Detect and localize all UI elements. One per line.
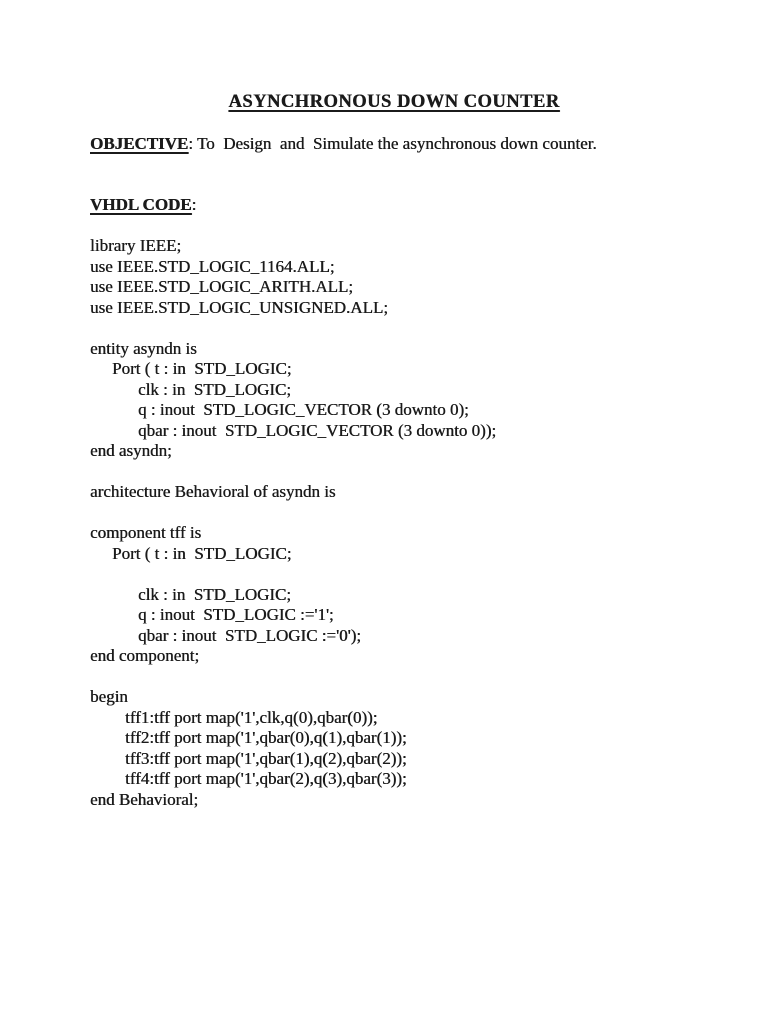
code-line-tff1: tff1:tff port map('1',clk,q(0),qbar(0));	[125, 707, 378, 727]
code-line-begin: begin	[90, 687, 128, 706]
begin-block	[90, 687, 698, 810]
code-line-component-q: q : inout STD_LOGIC :='1';	[138, 605, 334, 624]
code-line-library: library IEEE;	[90, 236, 182, 255]
code-line-component-port: Port ( t : in STD_LOGIC;	[112, 543, 292, 563]
vhdl-code-heading-label: VHDL CODE	[90, 195, 192, 214]
component-block-top	[90, 523, 698, 564]
code-line-entity: entity asyndn is	[90, 338, 197, 358]
architecture-block	[90, 482, 698, 503]
library-block	[90, 236, 698, 318]
objective-label: OBJECTIVE	[90, 133, 189, 153]
code-line-component-qbar: qbar : inout STD_LOGIC :='0');	[138, 625, 362, 645]
code-line-component: component tff is	[90, 523, 202, 542]
page-title-text: ASYNCHRONOUS DOWN COUNTER	[228, 92, 560, 112]
code-line-end-asyndn: end asyndn;	[90, 441, 172, 460]
code-line-use-unsigned: use IEEE.STD_LOGIC_UNSIGNED.ALL;	[90, 297, 388, 317]
code-line-tff4: tff4:tff port map('1',qbar(2),q(3),qbar(3));	[125, 769, 407, 788]
vhdl-code-heading	[90, 195, 698, 216]
code-line-entity-port: Port ( t : in STD_LOGIC;	[112, 359, 292, 378]
code-line-end-component: end component;	[90, 646, 200, 665]
code-line-architecture: architecture Behavioral of asyndn is	[90, 482, 336, 501]
code-line-end-behavioral: end Behavioral;	[90, 789, 199, 809]
code-line-tff3: tff3:tff port map('1',qbar(1),q(2),qbar(2));	[125, 748, 407, 768]
vhdl-code-heading-colon: :	[191, 195, 197, 214]
code-line-use-arith: use IEEE.STD_LOGIC_ARITH.ALL;	[90, 277, 353, 296]
entity-block	[90, 339, 698, 462]
code-line-entity-q: q : inout STD_LOGIC_VECTOR (3 downto 0);	[138, 400, 469, 419]
objective-text: : To Design and Simulate the asynchronous down counter.	[188, 133, 597, 153]
code-line-component-clk: clk : in STD_LOGIC;	[138, 584, 291, 604]
component-block-bottom	[90, 585, 698, 667]
code-line-use-1164: use IEEE.STD_LOGIC_1164.ALL;	[90, 256, 335, 276]
code-line-entity-clk: clk : in STD_LOGIC;	[138, 379, 291, 399]
objective-line	[90, 134, 698, 155]
page-title	[90, 92, 698, 113]
code-line-tff2: tff2:tff port map('1',qbar(0),q(1),qbar(1));	[125, 728, 407, 747]
code-line-entity-qbar: qbar : inout STD_LOGIC_VECTOR (3 downto 0));	[138, 420, 497, 440]
